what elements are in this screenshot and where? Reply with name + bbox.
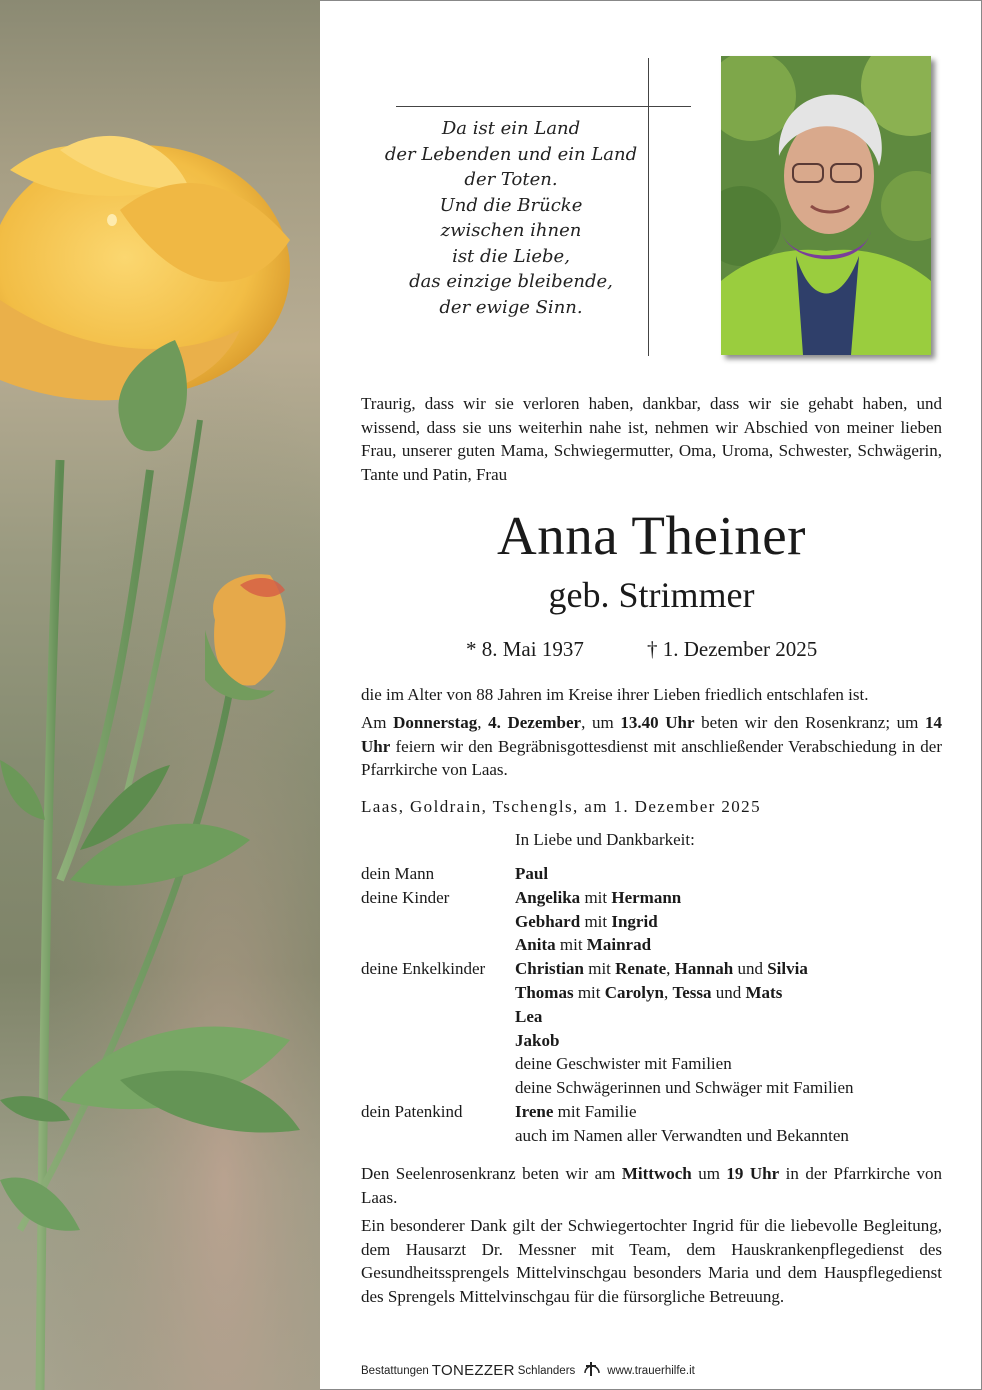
mourner-relation (361, 1076, 515, 1100)
mourner-names (515, 862, 548, 886)
verse-line: der Toten. (464, 169, 558, 190)
rosary-text: Den Seelenrosenkranz beten wir am Mittwoch um 19 Uhr in der Pfarrkirche von Laas. (361, 1164, 942, 1207)
mourner-name-part: Lea (515, 1006, 543, 1026)
verse-line: ist die Liebe, (452, 245, 570, 267)
mourner-relation (361, 981, 515, 1005)
footer-town: Schlanders (517, 1364, 576, 1377)
verse-line: Da ist ein Land (441, 118, 581, 139)
mourner-relation (361, 1005, 515, 1029)
mourner-names (515, 1052, 732, 1076)
deceased-name: Anna Theiner (497, 505, 806, 566)
mourner-row (361, 1100, 854, 1124)
mourner-name-part: mit (580, 887, 612, 907)
mourner-name-part: auch im Namen aller Verwandten und Bekannten (515, 1125, 849, 1145)
mourner-row (361, 1076, 854, 1100)
mourner-name-part: Hermann (611, 887, 682, 907)
passing-text: die im Alter von 88 Jahren im Kreise ihrer Lieben friedlich entschlafen ist. (361, 685, 869, 704)
footer-url[interactable]: www.trauerhilfe.it (607, 1364, 695, 1377)
footer (361, 1361, 942, 1380)
cross-vertical-line (648, 58, 649, 356)
mourner-row (361, 910, 854, 934)
mourner-relation (361, 1124, 515, 1148)
mourner-name-part: Mainrad (586, 935, 652, 955)
cross-sunrise-icon (583, 1361, 601, 1380)
mourner-name-part: mit (580, 911, 612, 931)
footer-brand: TONEZZER (431, 1362, 515, 1379)
mourner-name-part: Paul (515, 864, 549, 883)
mourner-relation: dein Mann (361, 864, 435, 883)
mourner-name-part: Carolyn (604, 982, 664, 1002)
mourner-name-part: , (663, 982, 673, 1002)
mourner-name-part: Thomas (515, 982, 574, 1002)
mourner-row (361, 1052, 854, 1076)
portrait-photo (721, 56, 931, 355)
mourner-names (515, 981, 782, 1005)
mourner-names (515, 1076, 854, 1100)
mourner-relation (361, 1052, 515, 1076)
mourner-names (515, 910, 658, 934)
mourner-relation: deine Enkelkinder (361, 959, 486, 979)
mourner-name-part: Renate (615, 959, 667, 979)
mourner-name-part: Silvia (767, 959, 808, 979)
mourner-names (515, 1100, 637, 1124)
verse-line: zwischen ihnen (440, 220, 582, 241)
mourner-name-part: Angelika (515, 887, 581, 907)
mourner-name-part: Jakob (515, 1030, 560, 1050)
verse-text (380, 116, 642, 320)
mourner-relation: dein Patenkind (361, 1101, 463, 1121)
mourner-name-part: , (666, 959, 675, 979)
cross-horizontal-line (396, 106, 691, 107)
mourners-list (361, 862, 854, 1148)
mourner-name-part: Tessa (672, 982, 712, 1002)
mourner-relation (361, 910, 515, 934)
mourner-name-part: Hannah (674, 959, 734, 979)
mourner-name-part: deine Geschwister mit Familien (515, 1054, 732, 1074)
verse-line: das einzige bleibende, (409, 271, 613, 292)
maiden-name: geb. Strimmer (548, 575, 755, 615)
death-date: † 1. Dezember 2025 (647, 637, 818, 661)
mourner-names (515, 957, 808, 981)
mourner-name-part: mit Familie (553, 1101, 637, 1121)
verse-line: der Lebenden und ein Land (384, 143, 638, 165)
mourner-names (515, 933, 651, 957)
mourner-name-part: und (711, 982, 746, 1002)
mourner-name-part: Gebhard (515, 911, 581, 931)
mourner-relation (361, 1029, 515, 1053)
mourner-name-part: deine Schwägerinnen und Schwäger mit Familien (515, 1078, 854, 1098)
funeral-service-text: Am Donnerstag, 4. Dezember, um 13.40 Uhr beten wir den Rosenkranz; um 14 Uhr feiern wir den Begräbnisgottesdienst mit anschließender Verabschiedung in der Pfarrkirche von Laas. (361, 713, 943, 779)
mourner-row (361, 886, 854, 910)
intro-paragraph: Traurig, dass wir sie verloren haben, dankbar, dass wir sie gehabt haben, und wissend, dass sie uns weiterhin nahe ist, nehmen wir Abschied von meiner lieben Frau, unserer guten Mama, Schwiegermutter, Oma, Uroma, Schwester, Schwägerin, Tante und Patin, Frau (361, 394, 942, 484)
mourner-row (361, 981, 854, 1005)
mourner-name-part: und (733, 959, 768, 979)
mourner-name-part: Mats (745, 982, 783, 1002)
mourner-relation (361, 933, 515, 957)
gratitude-line: In Liebe und Dankbarkeit: (515, 830, 695, 849)
mourner-names (515, 1029, 559, 1053)
thanks-paragraph: Ein besonderer Dank gilt der Schwiegertochter Ingrid für die liebevolle Begleitung, dem Hausarzt Dr. Messner mit Team, dem Hauskrankenpflegedienst des Gesundheitssprengels Mittelvinschgau besonders Maria und dem Hauspflegedienst des Sprengels Mittelvinschgau für die fürsorgliche Betreuung. (361, 1216, 942, 1306)
footer-prefix: Bestattungen (361, 1364, 429, 1377)
mourner-name-part: Ingrid (611, 911, 658, 931)
birth-date: * 8. Mai 1937 (466, 637, 584, 661)
rose-illustration (0, 0, 320, 1390)
mourner-name-part: mit (583, 959, 616, 979)
mourner-name-part: Christian (515, 959, 584, 979)
mourner-row (361, 1124, 854, 1148)
mourner-row (361, 1029, 854, 1053)
mourner-row (361, 957, 854, 981)
mourner-names (515, 1124, 849, 1148)
mourner-name-part: Anita (515, 935, 556, 955)
mourner-row (361, 1005, 854, 1029)
verse-line: Und die Brücke (439, 194, 583, 216)
mourner-name-part: Irene (515, 1101, 554, 1121)
place-date: Laas, Goldrain, Tschengls, am 1. Dezember 2025 (361, 797, 761, 816)
rose-image (0, 0, 320, 1390)
mourner-name-part: mit (573, 982, 605, 1002)
mourner-names (515, 886, 681, 910)
mourner-name-part: mit (555, 935, 587, 955)
mourner-names (515, 1005, 542, 1029)
verse-line: der ewige Sinn. (439, 296, 583, 318)
mourner-row (361, 933, 854, 957)
mourner-row (361, 862, 854, 886)
mourner-relation: deine Kinder (361, 887, 450, 907)
